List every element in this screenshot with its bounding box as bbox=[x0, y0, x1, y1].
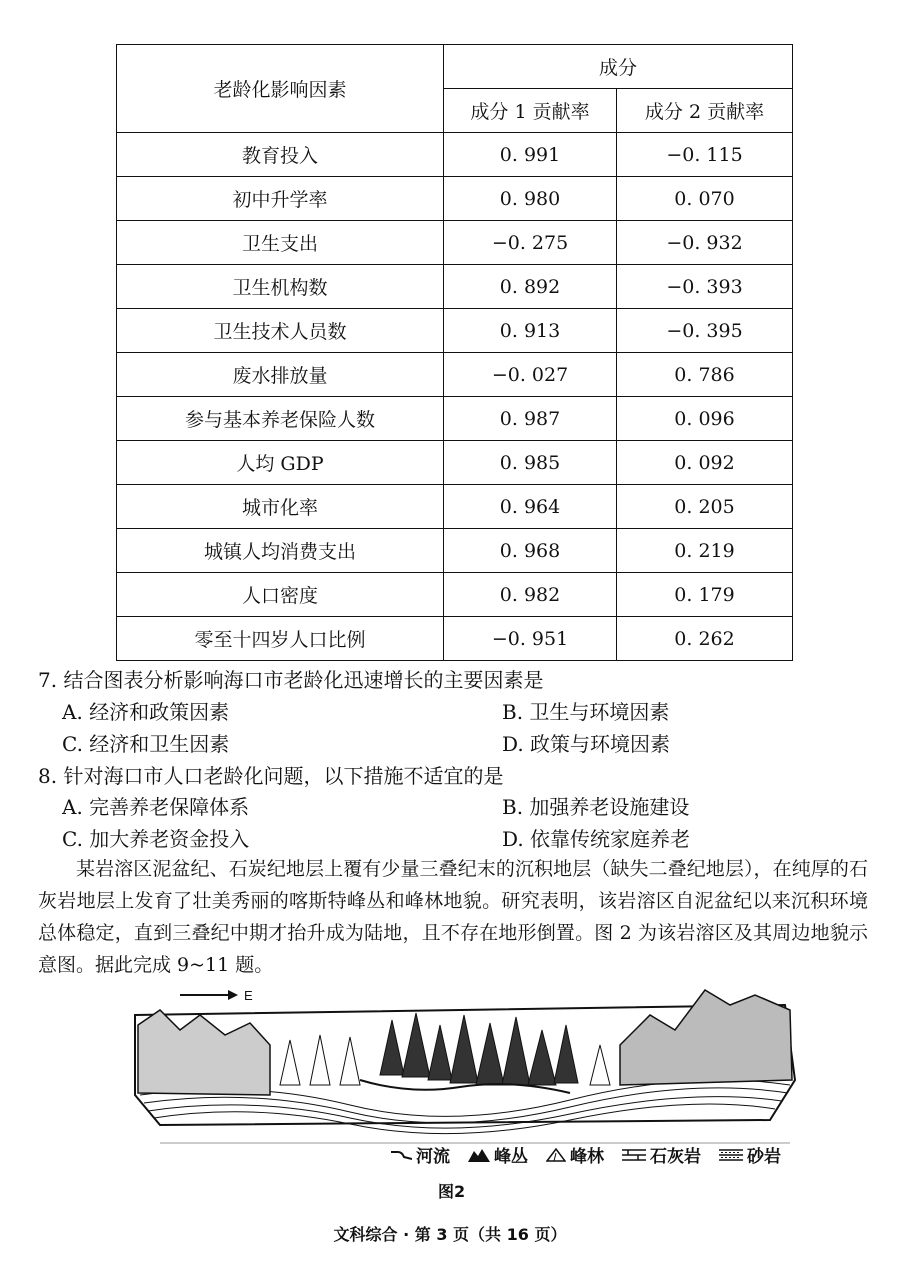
q7-option-d: D. 政策与环境因素 bbox=[502, 732, 671, 756]
cell-factor: 参与基本养老保险人数 bbox=[117, 397, 444, 441]
header-component-1: 成分 1 贡献率 bbox=[444, 89, 617, 133]
cell-c1: 0. 987 bbox=[444, 397, 617, 441]
question-7-stem: 7. 结合图表分析影响海口市老龄化迅速增长的主要因素是 bbox=[38, 668, 544, 692]
cell-c1: 0. 913 bbox=[444, 309, 617, 353]
header-component-2: 成分 2 贡献率 bbox=[617, 89, 793, 133]
legend-river-label: 河流 bbox=[416, 1147, 450, 1167]
figure-legend bbox=[390, 1142, 795, 1167]
cell-c2: 0. 262 bbox=[617, 617, 793, 661]
cell-factor: 卫生支出 bbox=[117, 221, 444, 265]
cell-factor: 人口密度 bbox=[117, 573, 444, 617]
cell-factor: 城市化率 bbox=[117, 485, 444, 529]
cell-c1: 0. 985 bbox=[444, 441, 617, 485]
q8-option-b: B. 加强养老设施建设 bbox=[502, 795, 690, 819]
cell-c2: −0. 393 bbox=[617, 265, 793, 309]
cell-c2: 0. 219 bbox=[617, 529, 793, 573]
cell-factor: 教育投入 bbox=[117, 133, 444, 177]
reading-passage bbox=[38, 853, 868, 981]
cell-factor: 城镇人均消费支出 bbox=[117, 529, 444, 573]
page-footer: 文科综合 · 第 3 页（共 16 页） bbox=[333, 1225, 567, 1244]
header-factor: 老龄化影响因素 bbox=[117, 45, 444, 133]
cell-c1: 0. 968 bbox=[444, 529, 617, 573]
cell-c2: −0. 115 bbox=[617, 133, 793, 177]
cell-c1: 0. 991 bbox=[444, 133, 617, 177]
cell-c2: −0. 395 bbox=[617, 309, 793, 353]
aging-factor-table bbox=[116, 44, 793, 661]
cell-c1: −0. 951 bbox=[444, 617, 617, 661]
q7-option-b: B. 卫生与环境因素 bbox=[502, 700, 670, 724]
sandstone-icon bbox=[719, 1148, 743, 1162]
cell-factor: 卫生机构数 bbox=[117, 265, 444, 309]
cell-factor: 卫生技术人员数 bbox=[117, 309, 444, 353]
legend-sandstone bbox=[719, 1142, 781, 1167]
table-row bbox=[117, 485, 793, 529]
direction-label: E bbox=[244, 988, 253, 1003]
header-component: 成分 bbox=[444, 45, 793, 89]
cell-c2: −0. 932 bbox=[617, 221, 793, 265]
table-row bbox=[117, 529, 793, 573]
passage-text: 某岩溶区泥盆纪、石炭纪地层上覆有少量三叠纪末的沉积地层（缺失二叠纪地层），在纯厚的石灰岩地层上发育了壮美秀丽的喀斯特峰丛和峰林地貌。研究表明，该岩溶区自泥盆纪以来沉积环境总体稳定，直到三叠纪中期才抬升成为陆地，且不存在地形倒置。图 2 为该岩溶区及其周边地貌示意图。据此完成 9~11 题。 bbox=[38, 858, 868, 976]
table-row bbox=[117, 397, 793, 441]
q7-option-c: C. 经济和卫生因素 bbox=[62, 732, 230, 756]
cell-c2: 0. 092 bbox=[617, 441, 793, 485]
karst-landform-figure bbox=[130, 985, 800, 1145]
limestone-icon bbox=[622, 1148, 646, 1162]
cell-factor: 废水排放量 bbox=[117, 353, 444, 397]
cell-factor: 零至十四岁人口比例 bbox=[117, 617, 444, 661]
legend-peak-forest-label: 峰林 bbox=[570, 1147, 604, 1167]
table-row bbox=[117, 617, 793, 661]
cell-c2: 0. 205 bbox=[617, 485, 793, 529]
karst-diagram bbox=[130, 985, 800, 1145]
legend-sandstone-label: 砂岩 bbox=[747, 1147, 781, 1167]
q8-option-d: D. 依靠传统家庭养老 bbox=[502, 827, 691, 851]
peak-forest-icon bbox=[546, 1148, 566, 1162]
q8-option-a: A. 完善养老保障体系 bbox=[62, 795, 250, 819]
cell-factor: 初中升学率 bbox=[117, 177, 444, 221]
cell-c1: 0. 892 bbox=[444, 265, 617, 309]
cell-c1: 0. 980 bbox=[444, 177, 617, 221]
table-row bbox=[117, 309, 793, 353]
table-body bbox=[117, 133, 793, 661]
legend-river bbox=[390, 1142, 450, 1167]
cell-c1: −0. 027 bbox=[444, 353, 617, 397]
cell-c2: 0. 096 bbox=[617, 397, 793, 441]
legend-peak-cluster-label: 峰丛 bbox=[494, 1147, 528, 1167]
table-row bbox=[117, 133, 793, 177]
cell-c1: 0. 982 bbox=[444, 573, 617, 617]
legend-limestone bbox=[622, 1142, 701, 1167]
table-row bbox=[117, 221, 793, 265]
cell-c2: 0. 070 bbox=[617, 177, 793, 221]
legend-peak-forest bbox=[546, 1142, 604, 1167]
q7-option-a: A. 经济和政策因素 bbox=[62, 700, 230, 724]
river-icon bbox=[390, 1149, 412, 1161]
cell-c1: −0. 275 bbox=[444, 221, 617, 265]
table-row bbox=[117, 265, 793, 309]
q8-option-c: C. 加大养老资金投入 bbox=[62, 827, 250, 851]
cell-c2: 0. 179 bbox=[617, 573, 793, 617]
table-row bbox=[117, 573, 793, 617]
peak-cluster-icon bbox=[468, 1148, 490, 1162]
figure-caption: 图2 bbox=[438, 1182, 466, 1201]
cell-c2: 0. 786 bbox=[617, 353, 793, 397]
table-row bbox=[117, 177, 793, 221]
legend-peak-cluster bbox=[468, 1142, 528, 1167]
question-8-stem: 8. 针对海口市人口老龄化问题，以下措施不适宜的是 bbox=[38, 764, 504, 788]
cell-c1: 0. 964 bbox=[444, 485, 617, 529]
cell-factor: 人均 GDP bbox=[117, 441, 444, 485]
table-row bbox=[117, 441, 793, 485]
table-row bbox=[117, 353, 793, 397]
legend-limestone-label: 石灰岩 bbox=[650, 1147, 701, 1167]
